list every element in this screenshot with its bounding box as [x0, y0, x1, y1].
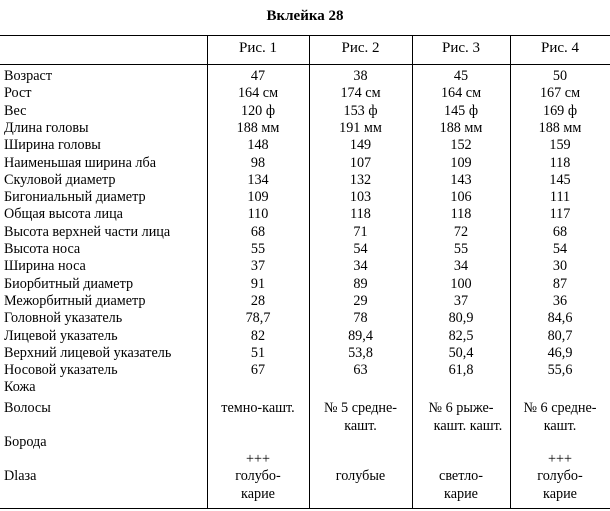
row-label: Ширина головы [4, 137, 101, 154]
table-cell: 188 мм [439, 119, 483, 136]
table-cell: 80,7 [547, 327, 573, 344]
table-cell: 37 [250, 258, 266, 275]
table-cell: 68 [250, 223, 266, 240]
table-cell: 109 [247, 189, 269, 206]
row-label-beard: Борода [4, 434, 47, 450]
hair-cell-3-line2: кашт. кашт. [433, 418, 503, 434]
table-cell: 55,6 [547, 362, 573, 379]
table-cell: 174 см [340, 85, 381, 102]
table-cell: 117 [549, 206, 571, 223]
eyes-cell-2-line1: голубые [335, 468, 386, 484]
beard-cell-4: +++ [547, 451, 572, 467]
table-cell: 87 [552, 275, 568, 292]
table-cell: 145 [549, 171, 571, 188]
table-cell: 78,7 [245, 310, 271, 327]
table-cell: 188 мм [236, 119, 280, 136]
row-label: Длина головы [4, 119, 89, 136]
table-cell: 153 ф [343, 102, 378, 119]
row-label: Рост [4, 85, 32, 102]
table-cell: 29 [353, 292, 368, 309]
table-cell: 188 мм [538, 119, 582, 136]
table-cell: 164 см [237, 85, 279, 102]
eyes-cell-1-line1: голубо- [235, 468, 281, 484]
table-cell: 45 [453, 68, 469, 84]
row-label-hair: Волосы [4, 400, 51, 416]
table-cell: 91 [250, 275, 266, 292]
table-cell: 118 [549, 154, 571, 171]
table-cell: 55 [250, 241, 266, 257]
table-cell: 68 [552, 223, 568, 240]
eyes-cell-4-line1: голубо- [537, 468, 583, 484]
table-cell: 80,9 [448, 310, 474, 327]
table-cell: 118 [350, 206, 371, 223]
table-cell: 72 [453, 223, 469, 240]
hair-cell-2-line2: кашт. [344, 418, 377, 434]
table-cell: 109 [450, 154, 472, 171]
row-label: Межорбитный диаметр [4, 292, 146, 309]
table-cell: 134 [247, 171, 269, 188]
table-cell: 54 [353, 241, 368, 257]
table-cell: 148 [247, 137, 269, 154]
hair-cell-1-line1: темно-кашт. [221, 400, 295, 416]
table-cell: 34 [453, 258, 469, 275]
row-label: Носовой указатель [4, 362, 118, 379]
table-cell: 84,6 [547, 310, 573, 327]
hair-cell-2-line1: № 5 средне- [323, 400, 398, 416]
table-cell: 54 [552, 241, 568, 257]
table-cell: 71 [353, 223, 368, 240]
table-cell: 167 см [539, 85, 581, 102]
row-label: Наименьшая ширина лба [4, 154, 157, 171]
table-cell: 191 мм [339, 119, 382, 136]
eyes-cell-3-line2: карие [444, 486, 478, 502]
table-cell: 37 [453, 292, 469, 309]
eyes-cell-4-line2: карие [543, 486, 577, 502]
table-cell: 38 [353, 68, 368, 84]
table-cell: 103 [349, 189, 372, 206]
table-cell: 67 [250, 362, 266, 379]
table-cell: 36 [552, 292, 568, 309]
row-label: Ширина носа [4, 258, 86, 275]
table-cell: 145 ф [443, 102, 479, 119]
table-cell: 169 ф [542, 102, 578, 119]
table-cell: 82,5 [448, 327, 474, 344]
row-label-eyes: Dlаза [4, 468, 37, 484]
table-cell: 51 [250, 344, 266, 361]
table-cell: 30 [552, 258, 568, 275]
column-header-3: Рис. 3 [441, 40, 481, 56]
table-cell: 82 [250, 327, 266, 344]
hair-cell-4-line2: кашт. [543, 418, 577, 434]
row-label: Вес [4, 102, 27, 119]
table-cell: 28 [250, 292, 266, 309]
table-cell: 34 [353, 258, 368, 275]
table-cell: 118 [450, 206, 472, 223]
table-cell: 50 [552, 68, 568, 84]
table-title: Вклейка 28 [266, 8, 344, 24]
table-cell: 98 [250, 154, 266, 171]
row-label: Верхний лицевой указатель [4, 344, 172, 361]
row-label: Лицевой указатель [4, 327, 118, 344]
row-label: Скуловой диаметр [4, 171, 116, 188]
table-cell: 50,4 [448, 344, 474, 361]
row-label: Общая высота лица [4, 206, 123, 223]
row-label: Возраст [4, 68, 53, 84]
table-cell: 132 [349, 171, 372, 188]
table-cell: 78 [353, 310, 368, 327]
column-header-4: Рис. 4 [540, 40, 580, 56]
row-label: Биорбитный диаметр [4, 275, 134, 292]
eyes-cell-1-line2: карие [241, 486, 275, 502]
table-cell: 55 [453, 241, 469, 257]
hair-cell-4-line1: № 6 средне- [523, 400, 597, 416]
table-cell: 120 ф [240, 102, 276, 119]
table-cell: 159 [549, 137, 571, 154]
table-cell: 106 [450, 189, 472, 206]
beard-cell-1: +++ [245, 451, 270, 467]
top-rule [0, 35, 610, 36]
table-cell: 143 [450, 171, 472, 188]
table-cell: 164 см [440, 85, 482, 102]
row-label: Бигониальный диаметр [4, 189, 146, 206]
column-header-2: Рис. 2 [341, 40, 380, 56]
eyes-cell-3-line1: светло- [439, 468, 483, 484]
table-cell: 53,8 [348, 344, 373, 361]
table-cell: 47 [250, 68, 266, 84]
table-cell: 61,8 [448, 362, 474, 379]
row-label: Кожа [4, 379, 36, 396]
column-header-1: Рис. 1 [238, 40, 278, 56]
table-cell: 107 [349, 154, 372, 171]
table-cell: 63 [353, 362, 368, 379]
table-cell: 100 [450, 275, 472, 292]
table-cell: 152 [450, 137, 472, 154]
row-label: Высота носа [4, 241, 81, 257]
bottom-rule [0, 508, 610, 509]
row-label: Головной указатель [4, 310, 123, 327]
table-cell: 89 [353, 275, 368, 292]
table-cell: 89,4 [348, 327, 373, 344]
table-cell: 149 [349, 137, 372, 154]
row-label: Высота верхней части лица [4, 223, 171, 240]
hair-cell-3-line1: № 6 рыже- [428, 400, 494, 416]
header-rule [0, 64, 610, 65]
table-cell: 46,9 [547, 344, 573, 361]
table-cell: 110 [247, 206, 269, 223]
table-cell: 111 [549, 189, 571, 206]
